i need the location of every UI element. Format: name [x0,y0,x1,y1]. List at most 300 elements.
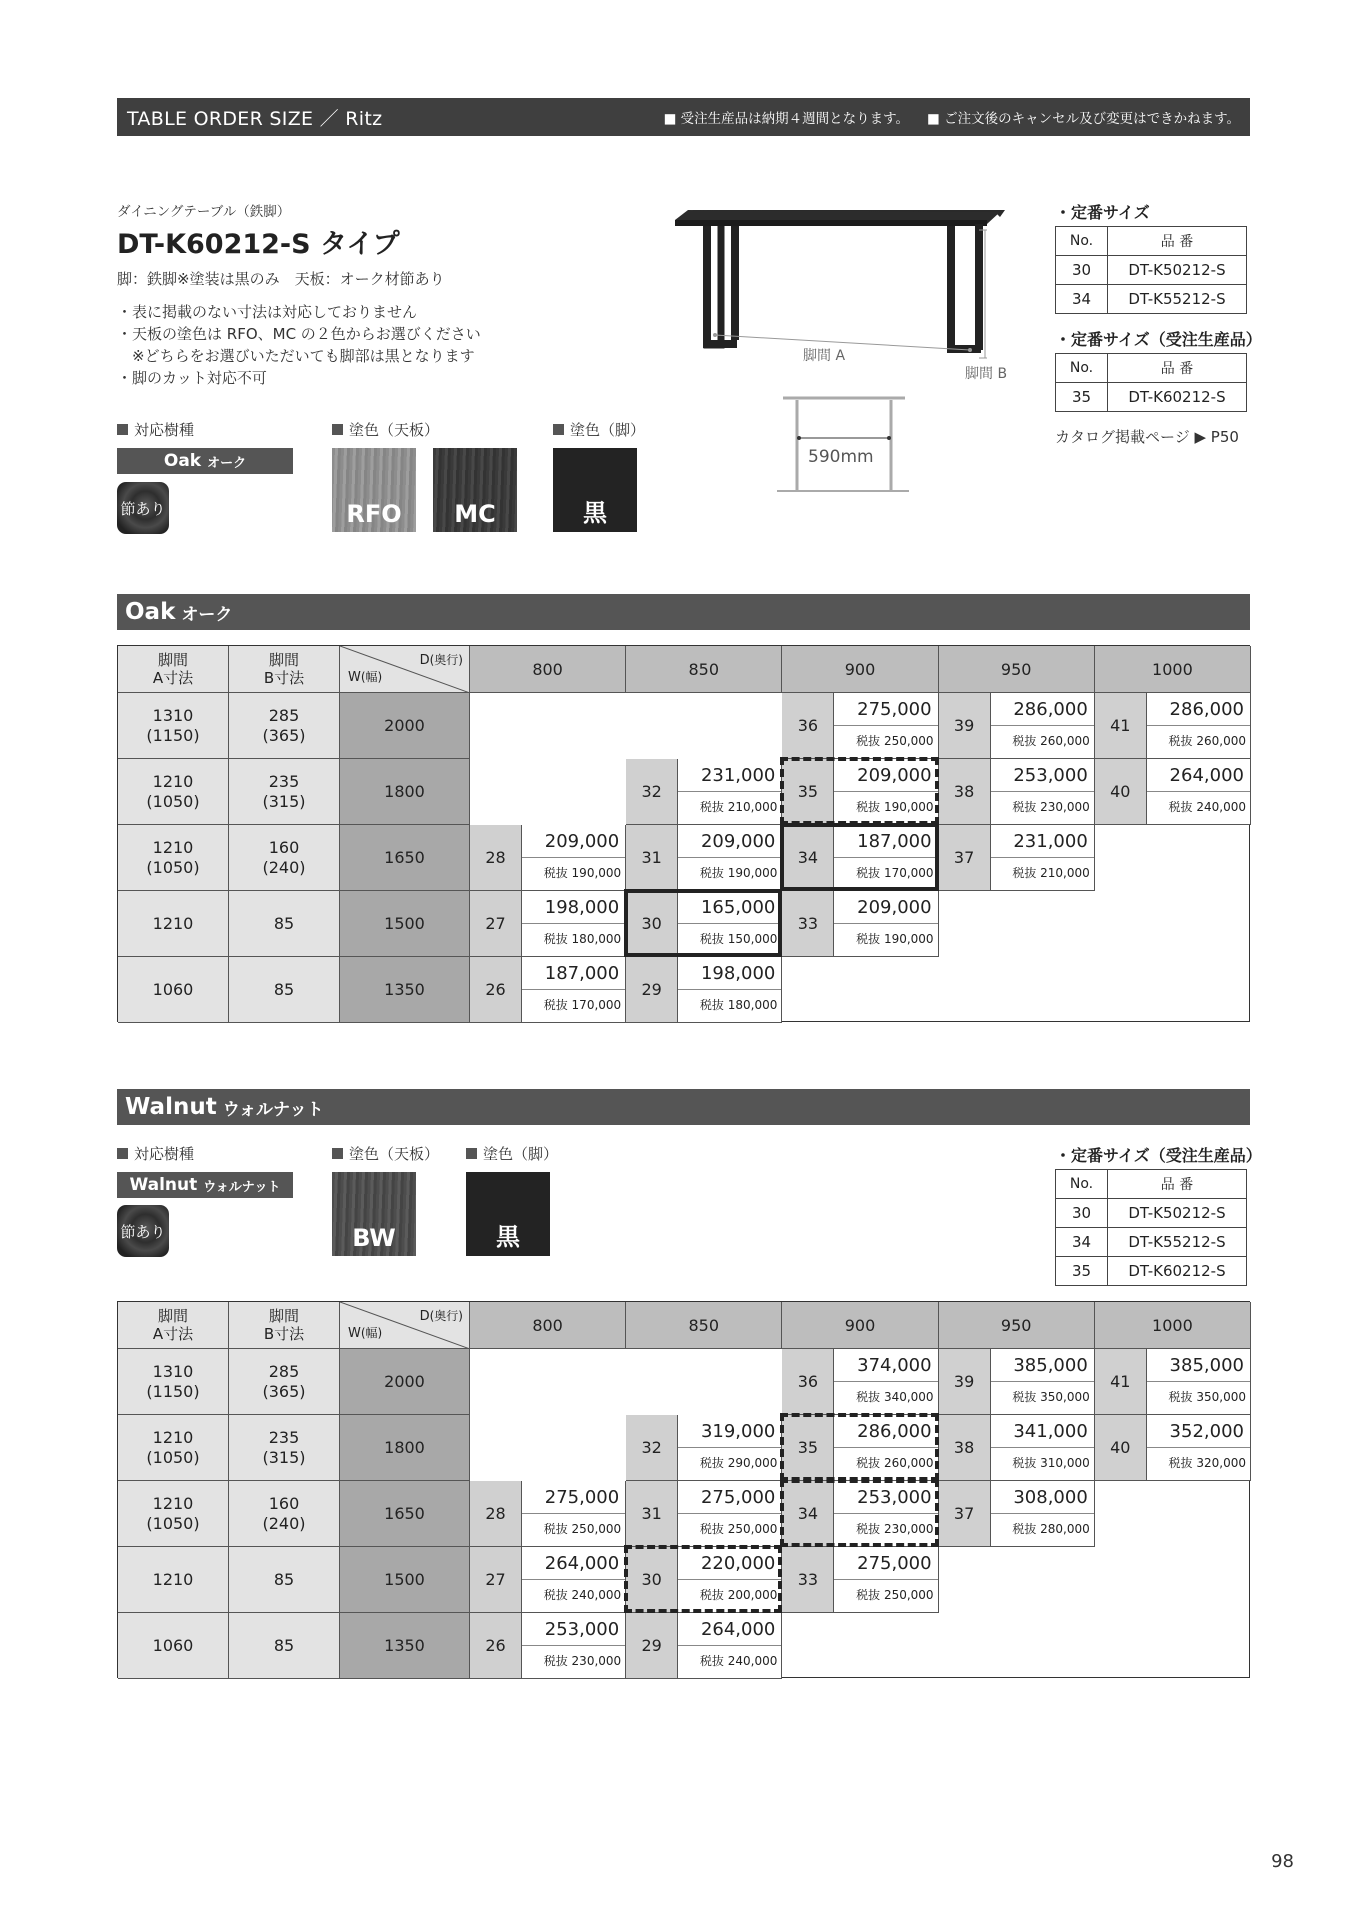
price-without-tax: 税抜 250,000 [543,1522,622,1536]
size-number [470,891,522,957]
price-with-tax: 308,000 [991,1481,1094,1514]
price-cell [834,825,938,891]
col-no: No. [1056,227,1108,256]
leg-a-value [118,825,229,891]
price-with-tax: 209,000 [678,825,781,858]
price-without-tax: 税抜 150,000 [699,932,778,946]
oak-price-table [117,645,1250,1022]
size-number [939,693,991,759]
size-number-text: 35 [797,782,819,801]
size-number-text: 38 [953,1438,975,1457]
size-number [782,759,834,825]
price-without-tax: 税抜 190,000 [856,800,934,814]
size-number-text: 34 [797,1504,819,1523]
depth-header [470,1302,626,1349]
oak-wood-badge: Oak オーク [117,448,293,474]
price-without-tax: 税抜 200,000 [699,1588,778,1602]
price-with-tax: 198,000 [678,957,781,990]
width-text: 1500 [384,914,425,933]
width-sub: (幅) [360,1326,383,1340]
swatch-black: 黒 [466,1172,550,1256]
size-number [470,957,522,1023]
header-text: 脚間 [157,1307,188,1325]
width-value [340,1415,470,1481]
leg-b-value [229,1547,340,1613]
size-number-text: 32 [641,782,662,801]
walnut-order-sizes-title: ・定番サイズ（受注生産品） [1055,1146,1262,1165]
price-cell [991,825,1095,891]
depth-value: 950 [1000,659,1032,679]
table-row: 30 DT-K50212-S [1056,256,1247,285]
leg-b-value [229,1481,340,1547]
section-title-ja: オーク [181,604,233,625]
width-text: 1650 [384,1504,425,1523]
swatch-rfo: RFO [332,448,416,532]
size-number [939,1415,991,1481]
leg-a-value [118,891,229,957]
header-notes [664,107,1240,127]
depth-value: 850 [688,659,720,679]
leg-a-text: 1060 [152,979,194,999]
width-value [340,1481,470,1547]
price-with-tax: 220,000 [678,1547,781,1580]
leg-a-text: 1210 [152,771,194,791]
leg-b-value [229,825,340,891]
header-leg-b [229,1302,340,1349]
price-with-tax: 264,000 [522,1547,625,1580]
depth-label: D [419,653,430,668]
standard-sizes-table [1055,226,1247,314]
price-with-tax: 275,000 [678,1481,781,1514]
size-number-text: 33 [797,914,819,933]
oak-leg-color-label: 塗色（脚） [553,419,645,440]
header-note-2: ■ ご注文後のキャンセル及び変更はできかねます。 [927,111,1240,127]
price-without-tax: 税抜 210,000 [699,800,778,814]
width-axis-label [348,667,382,688]
oak-top-color-label: 塗色（天板） [332,419,439,440]
price-without-tax: 税抜 250,000 [856,1588,934,1602]
walnut-price-table [117,1301,1250,1678]
price-cell [678,891,782,957]
depth-value: 1000 [1152,659,1193,679]
product-category: ダイニングテーブル（鉄脚） [117,204,291,220]
price-cell [1147,693,1251,759]
price-cell [522,825,626,891]
price-without-tax: 税抜 260,000 [1012,734,1090,748]
page-number: 98 [1271,1851,1294,1872]
price-without-tax: 税抜 250,000 [699,1522,778,1536]
price-with-tax: 253,000 [834,1481,937,1514]
size-number-text: 37 [953,848,975,867]
depth-header [939,646,1095,693]
size-number [782,693,834,759]
size-number [626,825,678,891]
leg-a-text: (1050) [146,1513,200,1533]
size-number [470,1481,522,1547]
size-number-text: 40 [1110,782,1131,801]
oak-section-bar [117,594,1250,630]
header-text: B寸法 [263,669,305,687]
leg-a-label: 脚間 A [803,348,846,364]
leg-a-text: (1050) [146,1447,200,1467]
leg-a-text: 1310 [152,705,194,725]
size-number-text: 41 [1110,716,1131,735]
section-title-en: Oak [125,599,176,625]
width-text: 1800 [384,1438,425,1457]
depth-axis-label [420,1306,463,1327]
leg-b-value [229,957,340,1023]
size-number-text: 37 [953,1504,975,1523]
price-with-tax: 385,000 [1147,1349,1250,1382]
price-without-tax: 税抜 350,000 [1168,1390,1246,1404]
size-number-text: 39 [953,1372,975,1391]
size-number-text: 39 [953,716,975,735]
depth-axis-label [420,650,463,671]
price-with-tax: 209,000 [834,759,937,792]
price-cell [1147,1415,1251,1481]
leg-a-text: (1050) [146,857,200,877]
size-number-text: 27 [485,1570,506,1589]
size-number [782,1481,834,1547]
price-with-tax: 275,000 [834,693,937,726]
size-number [1095,1415,1147,1481]
width-value [340,759,470,825]
size-number [939,825,991,891]
size-number-text: 34 [797,848,819,867]
size-number [470,825,522,891]
size-number [470,1613,522,1679]
size-number-text: 40 [1110,1438,1131,1457]
price-without-tax: 税抜 190,000 [699,866,778,880]
price-with-tax: 253,000 [991,759,1094,792]
price-cell [678,1613,782,1679]
leg-a-text: (1150) [146,725,200,745]
size-number [1095,759,1147,825]
product-spec: 脚：鉄脚※塗装は黒のみ 天板：オーク材節あり [117,270,445,288]
depth-value: 800 [532,659,563,679]
leg-a-value [118,759,229,825]
price-with-tax: 264,000 [1147,759,1250,792]
depth-header [1095,1302,1251,1349]
price-with-tax: 286,000 [991,693,1094,726]
leg-b-text: 285 [268,705,300,725]
size-number [626,1547,678,1613]
depth-label: D [419,1309,430,1324]
size-number-text: 36 [797,716,819,735]
header-text: 脚間 [268,651,299,669]
width-value [340,891,470,957]
section-title-en: Walnut [125,1094,217,1120]
width-text: 1500 [384,1570,425,1589]
price-without-tax: 税抜 310,000 [1012,1456,1090,1470]
leg-b-text: (365) [262,1381,306,1401]
header-text: A寸法 [152,1325,194,1343]
standard-sizes-title: ・定番サイズ [1055,203,1150,222]
header-text: 脚間 [268,1307,299,1325]
price-cell [678,957,782,1023]
price-without-tax: 税抜 180,000 [543,932,622,946]
size-number-text: 27 [485,914,506,933]
depth-header [939,1302,1095,1349]
leg-b-value [229,1349,340,1415]
leg-b-text: (315) [262,1447,306,1467]
oak-wood-label: 対応樹種 [117,419,194,440]
price-without-tax: 税抜 210,000 [1012,866,1090,880]
table-row: 35 DT-K60212-S [1056,383,1247,412]
walnut-wood-label: 対応樹種 [117,1143,194,1164]
table-row: 34 DT-K55212-S [1056,1228,1247,1257]
price-with-tax: 231,000 [991,825,1094,858]
leg-a-value [118,1349,229,1415]
price-with-tax: 231,000 [678,759,781,792]
leg-b-value [229,759,340,825]
leg-b-value [229,891,340,957]
width-axis-label [348,1323,382,1344]
leg-a-text: 1210 [152,1493,194,1513]
leg-a-value [118,957,229,1023]
size-number-text: 35 [797,1438,819,1457]
price-with-tax: 165,000 [678,891,781,924]
size-number [626,1415,678,1481]
depth-header [626,1302,782,1349]
leg-b-text: 160 [268,1493,300,1513]
leg-a-text: 1310 [152,1361,194,1381]
price-cell [678,1415,782,1481]
depth-sub: (奥行) [429,653,463,667]
leg-b-text: 85 [273,1635,295,1655]
price-with-tax: 286,000 [834,1415,937,1448]
width-text: 1350 [384,1636,425,1655]
width-text: 2000 [384,716,425,735]
price-without-tax: 税抜 350,000 [1012,1390,1090,1404]
size-number-text: 33 [797,1570,819,1589]
header-leg-b [229,646,340,693]
leg-b-text: 235 [268,771,300,791]
header-leg-a [118,646,229,693]
size-number [782,825,834,891]
price-with-tax: 264,000 [678,1613,781,1646]
price-with-tax: 209,000 [834,891,937,924]
depth-header [1095,646,1251,693]
size-number-text: 28 [485,1504,506,1523]
leg-a-text: (1050) [146,791,200,811]
size-number-text: 36 [797,1372,819,1391]
price-cell [991,1481,1095,1547]
price-with-tax: 352,000 [1147,1415,1250,1448]
width-value [340,1547,470,1613]
leg-b-label: 脚間 B [965,366,1008,382]
size-number [939,1349,991,1415]
leg-a-text: 1210 [152,1569,194,1589]
leg-b-text: 235 [268,1427,300,1447]
depth-header [782,646,938,693]
price-without-tax: 税抜 240,000 [1168,800,1246,814]
width-text: 2000 [384,1372,425,1391]
leg-a-value [118,1481,229,1547]
price-with-tax: 341,000 [991,1415,1094,1448]
header-title: TABLE ORDER SIZE ／ Ritz [127,107,383,130]
size-number [1095,1349,1147,1415]
price-without-tax: 税抜 250,000 [856,734,934,748]
walnut-leg-color-label: 塗色（脚） [466,1143,558,1164]
price-cell [678,825,782,891]
col-hinban: 品 番 [1108,227,1247,256]
price-cell [834,891,938,957]
price-without-tax: 税抜 190,000 [543,866,622,880]
width-value [340,1613,470,1679]
price-cell [1147,759,1251,825]
price-without-tax: 税抜 180,000 [699,998,778,1012]
leg-a-text: 1210 [152,1427,194,1447]
price-with-tax: 275,000 [834,1547,937,1580]
section-title-ja: ウォルナット [222,1099,324,1120]
price-without-tax: 税抜 320,000 [1168,1456,1246,1470]
size-number-text: 30 [641,1570,662,1589]
depth-sub: (奥行) [429,1309,463,1323]
swatch-black: 黒 [553,448,637,532]
price-cell [991,1415,1095,1481]
knot-badge: 節あり [117,482,169,534]
price-with-tax: 385,000 [991,1349,1094,1382]
header-note-1: ■ 受注生産品は納期４週間となります。 [663,111,910,127]
size-number [626,1613,678,1679]
price-without-tax: 税抜 290,000 [699,1456,778,1470]
price-without-tax: 税抜 230,000 [1012,800,1090,814]
product-note: ・天板の塗色は RFO、MC の２色からお選びください [117,325,481,343]
price-with-tax: 374,000 [834,1349,937,1382]
depth-header [782,1302,938,1349]
walnut-order-sizes-table: No. 品 番 30 DT-K50212-S 34 DT-K55212-S 35 DT-K60212-S [1055,1169,1247,1286]
depth-header [626,646,782,693]
price-without-tax: 税抜 240,000 [699,1654,778,1668]
leg-a-text: (1150) [146,1381,200,1401]
size-number-text: 38 [953,782,975,801]
leg-b-text: 285 [268,1361,300,1381]
table-row: 34 DT-K55212-S [1056,285,1247,314]
size-number [782,1547,834,1613]
width-value [340,825,470,891]
leg-b-text: (240) [262,857,306,877]
size-number-text: 28 [485,848,506,867]
size-number [470,1547,522,1613]
product-name: DT-K60212-S タイプ [117,229,400,260]
leg-a-text: 1210 [152,837,194,857]
width-label: W [348,670,361,685]
price-cell [522,1547,626,1613]
header-dw [340,646,470,693]
price-cell [522,1481,626,1547]
order-sizes-table: No. 品 番 35 DT-K60212-S [1055,353,1247,412]
leg-b-value [229,693,340,759]
depth-value: 900 [844,659,876,679]
product-notes [117,301,481,389]
size-number-text: 29 [641,1636,662,1655]
price-cell [834,1547,938,1613]
header-text: 脚間 [157,651,188,669]
price-with-tax: 187,000 [522,957,625,990]
size-number-text: 41 [1110,1372,1131,1391]
table-illustration [675,200,1025,500]
size-number [939,759,991,825]
price-cell [678,1547,782,1613]
price-without-tax: 税抜 230,000 [543,1654,622,1668]
price-with-tax: 198,000 [522,891,625,924]
catalog-reference: カタログ掲載ページ ▶ P50 [1055,428,1239,446]
width-text: 1350 [384,980,425,999]
price-with-tax: 275,000 [522,1481,625,1514]
size-number [626,1481,678,1547]
price-without-tax: 税抜 340,000 [856,1390,934,1404]
product-note: ・脚のカット対応不可 [117,369,267,387]
price-cell [834,693,938,759]
price-without-tax: 税抜 260,000 [1168,734,1246,748]
leg-b-text: 85 [273,979,295,999]
header-text: A寸法 [152,669,194,687]
leg-b-text: 160 [268,837,300,857]
top-header-bar [117,98,1250,136]
price-with-tax: 286,000 [1147,693,1250,726]
size-number-text: 26 [485,1636,506,1655]
price-with-tax: 209,000 [522,825,625,858]
product-note: ※どちらをお選びいただいても脚部は黒となります [117,347,475,365]
depth-header [470,646,626,693]
swatch-bw: BW [332,1172,416,1256]
walnut-wood-badge: Walnut ウォルナット [117,1172,293,1198]
width-text: 1650 [384,848,425,867]
leg-b-text: (365) [262,725,306,745]
leg-a-value [118,693,229,759]
depth-value: 1000 [1152,1315,1193,1335]
price-without-tax: 税抜 190,000 [856,932,934,946]
width-value [340,957,470,1023]
size-number [626,891,678,957]
price-without-tax: 税抜 230,000 [856,1522,934,1536]
table-row: 35 DT-K60212-S [1056,1257,1247,1286]
size-number-text: 29 [641,980,662,999]
leg-a-text: 1060 [152,1635,194,1655]
price-with-tax: 187,000 [834,825,937,858]
depth-value: 900 [844,1315,876,1335]
price-cell [834,759,938,825]
price-without-tax: 税抜 240,000 [543,1588,622,1602]
leg-a-value [118,1415,229,1481]
width-sub: (幅) [360,670,383,684]
width-text: 1800 [384,782,425,801]
header-text: B寸法 [263,1325,305,1343]
swatch-mc: MC [433,448,517,532]
walnut-section-bar [117,1089,1250,1125]
leg-b-value [229,1613,340,1679]
depth-value: 800 [532,1315,563,1335]
price-cell [1147,1349,1251,1415]
price-cell [522,1613,626,1679]
size-number-text: 31 [641,848,662,867]
size-number-text: 30 [641,914,662,933]
price-cell [991,759,1095,825]
price-with-tax: 253,000 [522,1613,625,1646]
header-dw [340,1302,470,1349]
width-value [340,1349,470,1415]
table-row: 30 DT-K50212-S [1056,1199,1247,1228]
leg-b-text: 85 [273,1569,295,1589]
leg-a-value [118,1613,229,1679]
size-number-text: 31 [641,1504,662,1523]
price-cell [834,1349,938,1415]
size-number-text: 32 [641,1438,662,1457]
price-with-tax: 319,000 [678,1415,781,1448]
price-cell [678,759,782,825]
product-note: ・表に掲載のない寸法は対応しておりません [117,303,418,321]
